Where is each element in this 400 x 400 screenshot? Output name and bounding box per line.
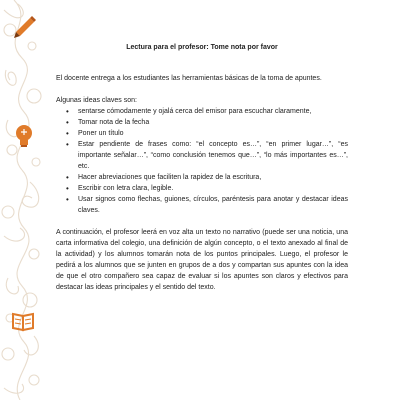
list-item: • Hacer abreviaciones que faciliten la rapidez de la escritura, [78, 172, 348, 183]
open-book-icon [13, 314, 33, 330]
list-item: • Tomar nota de la fecha [78, 117, 348, 128]
decorative-margin [0, 0, 48, 400]
ideas-heading: Algunas ideas claves son: [56, 97, 137, 104]
pencil-icon [14, 16, 36, 38]
closing-paragraph: A continuación, el profesor leerá en voz alta un texto no narrativo (puede ser una noticia, una carta informativa del colegio, una definición de algún concepto, o el texto anexado al final de la actividad) y los alumnos tomarán nota de los puntos principales. Luego, el profesor le pedirá a los alumnos que se junten en grupos de a dos y compartan sus apuntes con la idea de que el otro compañero sea capaz de evaluar si los apuntes son claros y efectivos para destacar las ideas principales y el sentido del texto. [56, 229, 348, 291]
intro-paragraph: El docente entrega a los estudiantes las herramientas básicas de la toma de apuntes. [56, 75, 322, 82]
list-item: • Poner un título [78, 128, 348, 139]
list-item: • Estar pendiente de frases como: “el concepto es…”, “en primer lugar…”, “es importante señalar…”, “como conclusión tenemos que…”, “lo más importantes es…”, etc. [78, 139, 348, 172]
swirl-ornament [2, 0, 41, 400]
list-item: • Escribir con letra clara, legible. [78, 183, 348, 194]
list-item: • Usar signos como flechas, guiones, círculos, paréntesis para anotar y destacar ideas claves. [78, 194, 348, 216]
list-item: • sentarse cómodamente y ojalá cerca del emisor para escuchar claramente, [78, 106, 348, 117]
document-body [56, 42, 348, 293]
lightbulb-icon [16, 125, 32, 147]
document-title: Lectura para el profesor: Tome nota por favor [126, 44, 278, 51]
ideas-list [56, 106, 348, 216]
